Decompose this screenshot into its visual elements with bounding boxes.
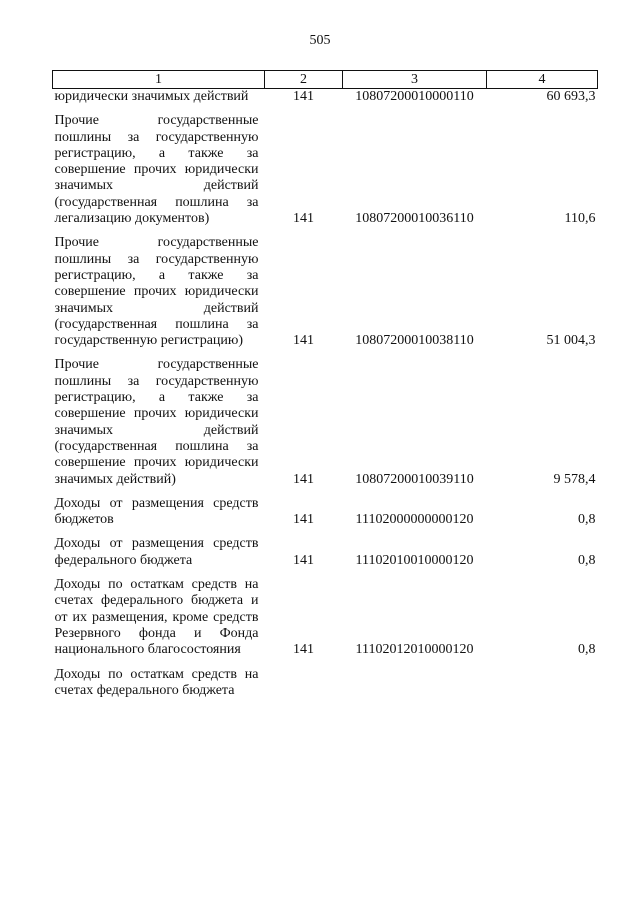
row-budget-code: 10807200010038110	[355, 333, 474, 349]
column-header-admin: 2	[265, 71, 343, 89]
row-name: Доходы по остаткам средств на счетах федерального бюджета и от их размещения, кроме средств Резервного фонда и Фонда национального благосостояния	[54, 577, 259, 658]
row-admin-code: 141	[293, 512, 314, 528]
row-budget-code: 11102012010000120	[355, 642, 474, 658]
table-row	[53, 528, 598, 569]
row-admin-code: 141	[293, 333, 314, 349]
table-row	[53, 105, 598, 227]
row-budget-code: 10807200010039110	[355, 471, 474, 487]
row-admin-code: 141	[293, 471, 314, 487]
column-header-name: 1	[53, 71, 265, 89]
row-amount	[487, 659, 598, 700]
row-name: Доходы по остаткам средств на счетах федерального бюджета	[54, 666, 259, 698]
row-budget-code	[343, 659, 487, 700]
column-header-amount: 4	[487, 71, 598, 89]
row-budget-code: 11102010010000120	[355, 552, 474, 568]
table-row	[53, 227, 598, 349]
table-row	[53, 488, 598, 529]
row-amount: 0,8	[578, 642, 596, 658]
budget-revenue-table	[52, 70, 598, 699]
row-name: Прочие государственные пошлины за государственную регистрацию, а также за совершение прочих юридически значимых действий (государственная пошлина за легализацию документов)	[54, 113, 259, 227]
table-row	[53, 569, 598, 658]
row-name: юридически значимых действий	[54, 89, 249, 104]
table-body	[53, 89, 598, 700]
column-header-code: 3	[343, 71, 487, 89]
row-admin-code: 141	[293, 642, 314, 658]
row-budget-code: 11102000000000120	[355, 512, 474, 528]
row-amount: 60 693,3	[546, 89, 596, 104]
row-admin-code	[265, 659, 343, 700]
row-amount: 0,8	[578, 512, 596, 528]
row-admin-code: 141	[293, 211, 314, 227]
table-header	[53, 71, 598, 89]
row-name: Прочие государственные пошлины за государственную регистрацию, а также за совершение прочих юридически значимых действий (государственная пошлина за совершение прочих юридически значимых действий)	[54, 357, 259, 487]
row-name: Прочие государственные пошлины за государственную регистрацию, а также за совершение прочих юридически значимых действий (государственная пошлина за государственную регистрацию)	[54, 235, 259, 349]
row-budget-code: 10807200010036110	[355, 211, 474, 227]
row-name: Доходы от размещения средств федерального бюджета	[54, 536, 259, 568]
row-admin-code: 141	[293, 552, 314, 568]
table-row	[53, 89, 598, 106]
row-amount: 9 578,4	[553, 471, 596, 487]
table-row	[53, 659, 598, 700]
row-admin-code: 141	[293, 89, 314, 104]
row-amount: 0,8	[578, 552, 596, 568]
row-amount: 110,6	[564, 211, 596, 227]
table-row	[53, 349, 598, 487]
page-number: 505	[309, 33, 331, 48]
header-row	[53, 71, 598, 89]
row-amount: 51 004,3	[546, 333, 596, 349]
row-budget-code: 10807200010000110	[355, 89, 474, 104]
row-name: Доходы от размещения средств бюджетов	[54, 495, 259, 528]
